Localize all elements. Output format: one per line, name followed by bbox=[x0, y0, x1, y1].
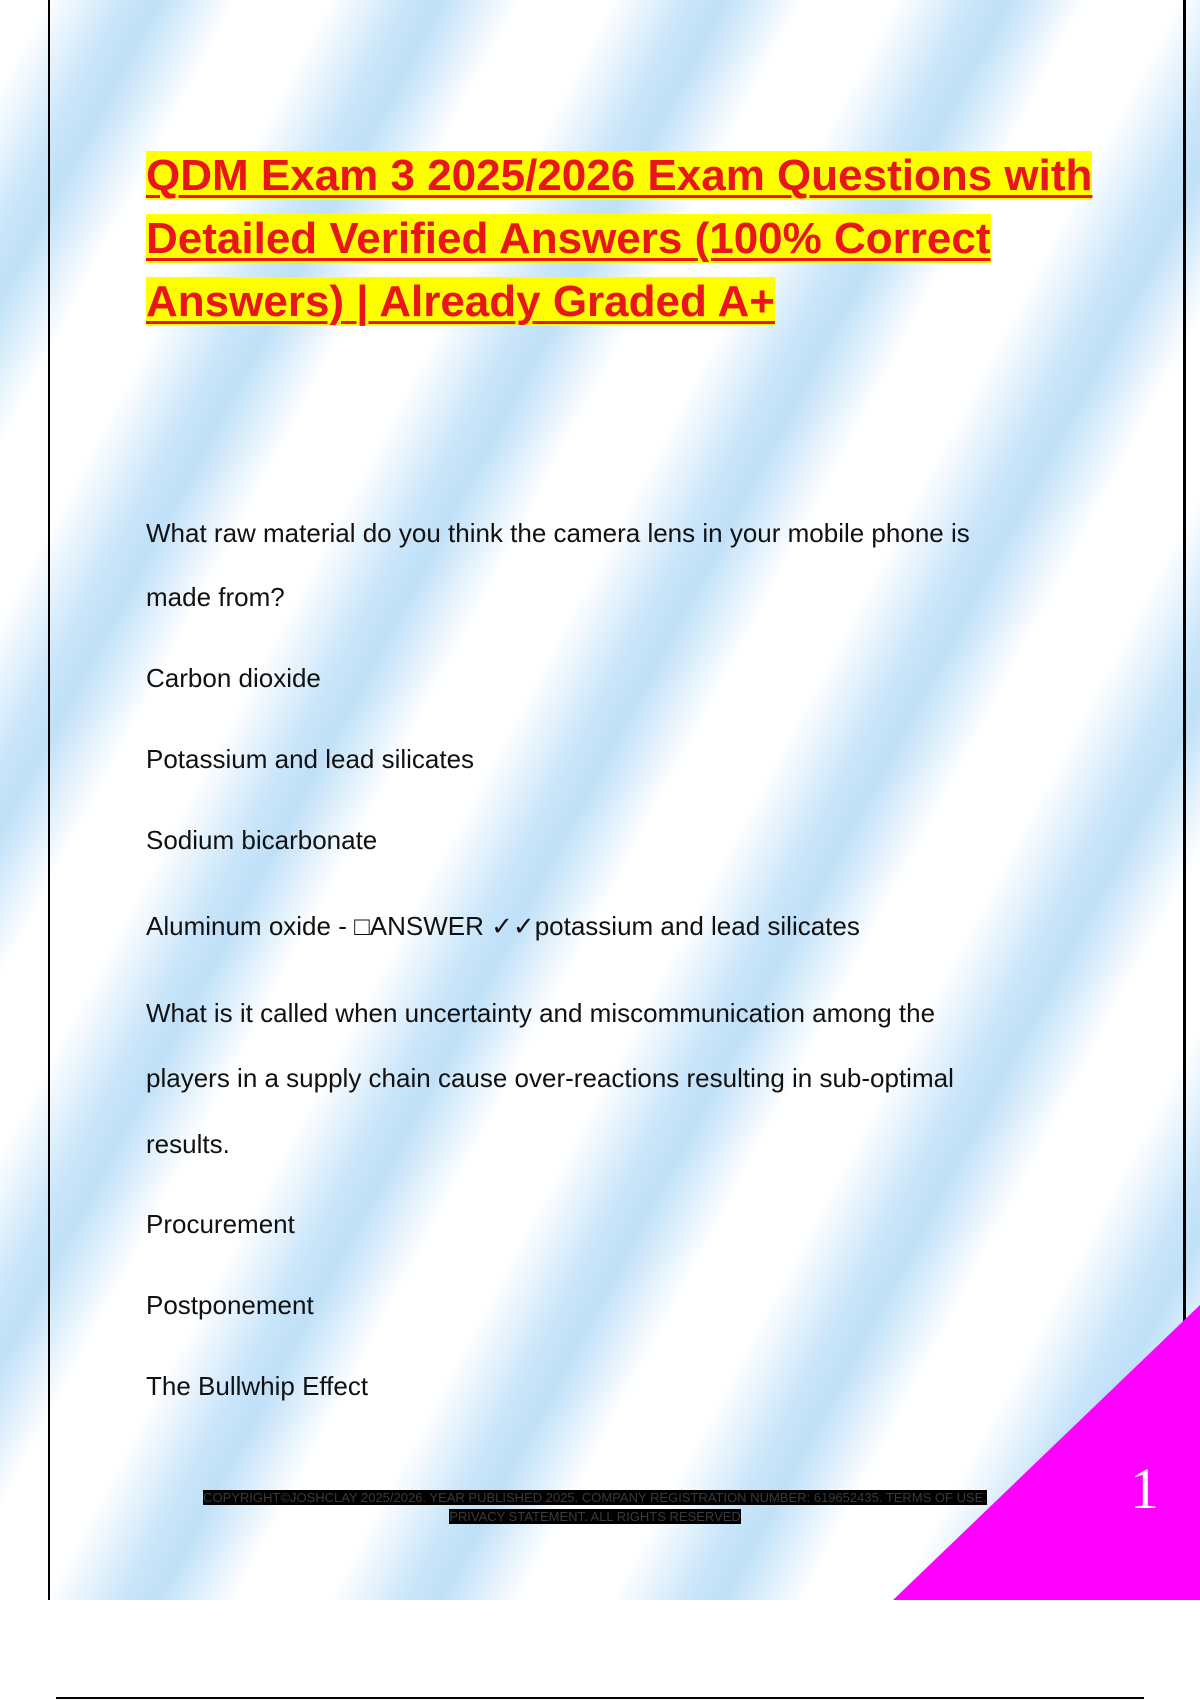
copyright-footer bbox=[175, 1488, 1015, 1526]
body-line: Postponement bbox=[146, 1290, 314, 1320]
body-line: Sodium bicarbonate bbox=[146, 825, 378, 855]
page-border-left bbox=[48, 0, 50, 1600]
body-line: Potassium and lead silicates bbox=[146, 744, 475, 774]
body-line: results. bbox=[146, 1129, 230, 1159]
body-line: Procurement bbox=[146, 1209, 295, 1239]
body-line: Carbon dioxide bbox=[146, 663, 321, 693]
answer-line: Aluminum oxide - □ANSWER ✓✓potassium and lead silicates bbox=[146, 911, 860, 941]
body-line: What is it called when uncertainty and miscommunication among the bbox=[146, 998, 936, 1028]
page-number: 1 bbox=[1130, 1456, 1159, 1521]
body-line: What raw material do you think the camera lens in your mobile phone is bbox=[146, 518, 970, 548]
document-title bbox=[146, 144, 1106, 333]
copyright-footer-text: COPYRIGHT©JOSHCLAY 2025/2026. YEAR PUBLISHED 2025. COMPANY REGISTRATION NUMBER: 619652435. TERMS OF USE. PRIVACY STATEMENT. ALL RIGHTS RESERVED bbox=[203, 1490, 987, 1524]
bottom-divider bbox=[56, 1697, 1144, 1699]
body-line: players in a supply chain cause over-reactions resulting in sub-optimal bbox=[146, 1063, 954, 1093]
body-line: The Bullwhip Effect bbox=[146, 1371, 369, 1401]
corner-accent-triangle bbox=[893, 1305, 1200, 1600]
body-line: made from? bbox=[146, 582, 285, 612]
document-title-text: QDM Exam 3 2025/2026 Exam Questions with Detailed Verified Answers (100% Correct Answers) | Already Graded A+ bbox=[146, 151, 1093, 326]
